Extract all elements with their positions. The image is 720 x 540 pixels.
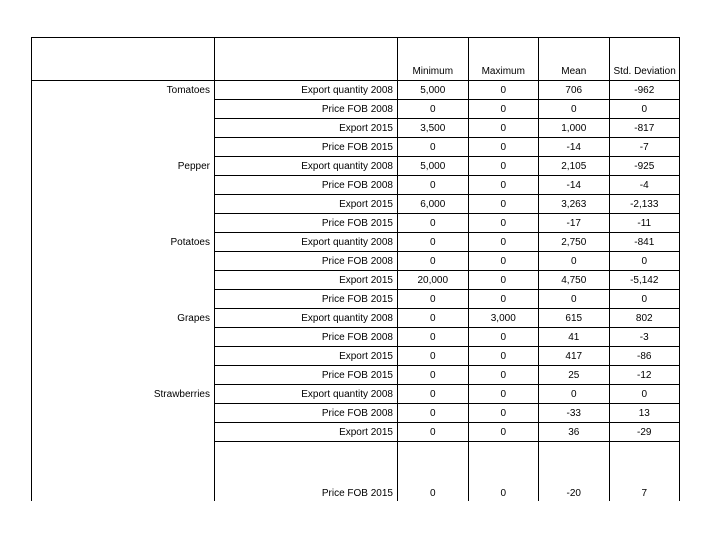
cell-std-deviation: -7 — [609, 138, 680, 157]
cell-std-deviation: -5,142 — [609, 271, 680, 290]
row-group-label — [32, 252, 215, 271]
cell-minimum: 0 — [398, 366, 469, 385]
cell-std-deviation: -841 — [609, 233, 680, 252]
cell-maximum: 0 — [468, 290, 539, 309]
row-group-label — [32, 119, 215, 138]
cell-mean: 41 — [539, 328, 610, 347]
cell-std-deviation: -817 — [609, 119, 680, 138]
cell-mean: 25 — [539, 366, 610, 385]
table-body — [32, 81, 680, 502]
cell-std-deviation: 0 — [609, 252, 680, 271]
cell-maximum: 0 — [468, 423, 539, 442]
table-row — [32, 214, 680, 233]
cell-minimum: 0 — [398, 423, 469, 442]
row-variable-label: Price FOB 2015 — [215, 290, 398, 309]
row-variable-label: Export 2015 — [215, 195, 398, 214]
header-mean: Mean — [539, 38, 610, 81]
cell-minimum: 0 — [398, 328, 469, 347]
header-minimum: Minimum — [398, 38, 469, 81]
row-variable-label: Export 2015 — [215, 119, 398, 138]
table-row — [32, 366, 680, 385]
table-row — [32, 157, 680, 176]
cell-maximum: 0 — [468, 442, 539, 502]
table-row — [32, 309, 680, 328]
cell-minimum: 20,000 — [398, 271, 469, 290]
row-group-label: Strawberries — [32, 385, 215, 404]
header-std-deviation: Std. Deviation — [609, 38, 680, 81]
table-row — [32, 442, 680, 502]
cell-mean: 2,105 — [539, 157, 610, 176]
cell-std-deviation: -11 — [609, 214, 680, 233]
table-row — [32, 233, 680, 252]
cell-mean: 0 — [539, 100, 610, 119]
statistics-table — [31, 37, 680, 501]
cell-mean: -17 — [539, 214, 610, 233]
row-group-label — [32, 100, 215, 119]
cell-minimum: 5,000 — [398, 81, 469, 100]
cell-minimum: 5,000 — [398, 157, 469, 176]
cell-maximum: 0 — [468, 176, 539, 195]
cell-maximum: 0 — [468, 195, 539, 214]
cell-maximum: 0 — [468, 119, 539, 138]
cell-minimum: 0 — [398, 138, 469, 157]
cell-std-deviation: -29 — [609, 423, 680, 442]
table-header-row — [32, 38, 680, 81]
cell-minimum: 0 — [398, 347, 469, 366]
cell-mean: 0 — [539, 252, 610, 271]
row-group-label: Tomatoes — [32, 81, 215, 100]
cell-minimum: 0 — [398, 233, 469, 252]
cell-std-deviation: 802 — [609, 309, 680, 328]
cell-maximum: 0 — [468, 214, 539, 233]
row-variable-label: Price FOB 2008 — [215, 100, 398, 119]
cell-std-deviation: 0 — [609, 385, 680, 404]
cell-std-deviation: -925 — [609, 157, 680, 176]
row-group-label — [32, 404, 215, 423]
row-group-label — [32, 214, 215, 233]
row-variable-label: Price FOB 2015 — [215, 366, 398, 385]
row-group-label — [32, 366, 215, 385]
cell-std-deviation: -4 — [609, 176, 680, 195]
row-group-label — [32, 347, 215, 366]
cell-mean: 615 — [539, 309, 610, 328]
cell-std-deviation: 13 — [609, 404, 680, 423]
table-row — [32, 423, 680, 442]
table-row — [32, 138, 680, 157]
cell-maximum: 0 — [468, 271, 539, 290]
cell-maximum: 3,000 — [468, 309, 539, 328]
cell-mean: -33 — [539, 404, 610, 423]
row-variable-label: Price FOB 2015 — [215, 214, 398, 233]
cell-std-deviation: 7 — [609, 442, 680, 502]
header-cell — [32, 38, 215, 81]
cell-minimum: 0 — [398, 290, 469, 309]
cell-maximum: 0 — [468, 385, 539, 404]
cell-mean: 1,000 — [539, 119, 610, 138]
cell-minimum: 6,000 — [398, 195, 469, 214]
cell-mean: -14 — [539, 138, 610, 157]
row-variable-label: Export 2015 — [215, 347, 398, 366]
table-row — [32, 385, 680, 404]
cell-minimum: 3,500 — [398, 119, 469, 138]
table-row — [32, 81, 680, 100]
cell-minimum: 0 — [398, 385, 469, 404]
cell-std-deviation: 0 — [609, 290, 680, 309]
table-row — [32, 290, 680, 309]
cell-mean: 706 — [539, 81, 610, 100]
table-row — [32, 119, 680, 138]
row-group-label: Grapes — [32, 309, 215, 328]
row-group-label — [32, 176, 215, 195]
row-variable-label: Export 2015 — [215, 423, 398, 442]
cell-mean: 2,750 — [539, 233, 610, 252]
cell-maximum: 0 — [468, 81, 539, 100]
row-variable-label: Export quantity 2008 — [215, 157, 398, 176]
cell-std-deviation: -3 — [609, 328, 680, 347]
table-row — [32, 176, 680, 195]
row-variable-label: Price FOB 2015 — [215, 442, 398, 502]
cell-mean: 3,263 — [539, 195, 610, 214]
row-group-label — [32, 138, 215, 157]
row-group-label: Pepper — [32, 157, 215, 176]
row-variable-label: Price FOB 2008 — [215, 404, 398, 423]
cell-std-deviation: -86 — [609, 347, 680, 366]
cell-minimum: 0 — [398, 252, 469, 271]
cell-mean: 36 — [539, 423, 610, 442]
cell-maximum: 0 — [468, 233, 539, 252]
row-group-label — [32, 328, 215, 347]
row-group-label — [32, 442, 215, 502]
cell-mean: 4,750 — [539, 271, 610, 290]
cell-std-deviation: -962 — [609, 81, 680, 100]
cell-maximum: 0 — [468, 366, 539, 385]
row-group-label: Potatoes — [32, 233, 215, 252]
table-row — [32, 252, 680, 271]
cell-maximum: 0 — [468, 138, 539, 157]
row-group-label — [32, 423, 215, 442]
cell-maximum: 0 — [468, 404, 539, 423]
row-variable-label: Price FOB 2015 — [215, 138, 398, 157]
cell-minimum: 0 — [398, 176, 469, 195]
cell-minimum: 0 — [398, 214, 469, 233]
cell-std-deviation: -12 — [609, 366, 680, 385]
table-row — [32, 271, 680, 290]
row-variable-label: Export quantity 2008 — [215, 309, 398, 328]
table-row — [32, 404, 680, 423]
table-row — [32, 100, 680, 119]
cell-mean: -20 — [539, 442, 610, 502]
table-row — [32, 328, 680, 347]
cell-minimum: 0 — [398, 309, 469, 328]
cell-mean: -14 — [539, 176, 610, 195]
cell-std-deviation: -2,133 — [609, 195, 680, 214]
row-variable-label: Export 2015 — [215, 271, 398, 290]
row-group-label — [32, 290, 215, 309]
table-row — [32, 195, 680, 214]
row-variable-label: Price FOB 2008 — [215, 252, 398, 271]
cell-mean: 0 — [539, 290, 610, 309]
row-group-label — [32, 271, 215, 290]
row-group-label — [32, 195, 215, 214]
cell-mean: 0 — [539, 385, 610, 404]
header-cell — [215, 38, 398, 81]
cell-maximum: 0 — [468, 328, 539, 347]
row-variable-label: Price FOB 2008 — [215, 176, 398, 195]
row-variable-label: Price FOB 2008 — [215, 328, 398, 347]
row-variable-label: Export quantity 2008 — [215, 81, 398, 100]
row-variable-label: Export quantity 2008 — [215, 233, 398, 252]
cell-minimum: 0 — [398, 442, 469, 502]
cell-mean: 417 — [539, 347, 610, 366]
table-row — [32, 347, 680, 366]
row-variable-label: Export quantity 2008 — [215, 385, 398, 404]
cell-maximum: 0 — [468, 252, 539, 271]
cell-minimum: 0 — [398, 100, 469, 119]
cell-minimum: 0 — [398, 404, 469, 423]
cell-std-deviation: 0 — [609, 100, 680, 119]
cell-maximum: 0 — [468, 347, 539, 366]
cell-maximum: 0 — [468, 157, 539, 176]
header-maximum: Maximum — [468, 38, 539, 81]
cell-maximum: 0 — [468, 100, 539, 119]
